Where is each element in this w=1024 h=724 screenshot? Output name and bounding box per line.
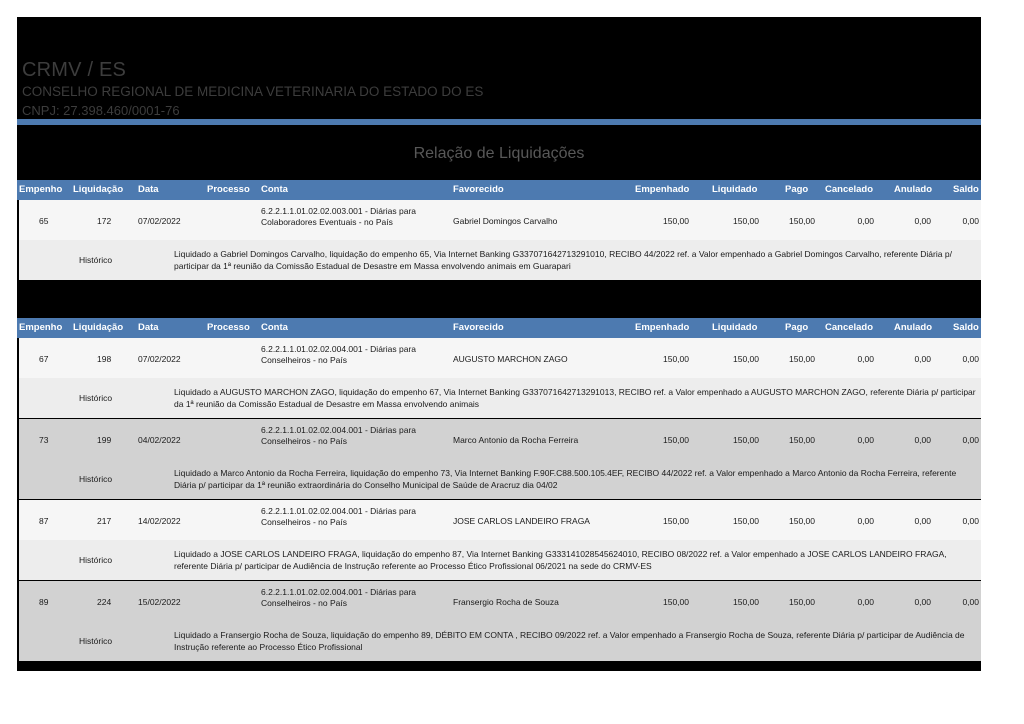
col-liquidado: Liquidado bbox=[712, 184, 758, 195]
cell-data: 15/02/2022 bbox=[138, 597, 181, 607]
cell-pago: 150,00 bbox=[789, 216, 815, 226]
cell-conta: 6.2.2.1.1.01.02.02.004.001 - Diárias para Conselheiros - no País bbox=[261, 587, 416, 608]
col-processo: Processo bbox=[207, 322, 250, 333]
cell-liquidacao: 172 bbox=[97, 216, 112, 226]
col-anulado: Anulado bbox=[894, 322, 932, 333]
col-saldo: Saldo bbox=[953, 184, 979, 195]
cell-empenho: 89 bbox=[39, 597, 49, 607]
cell-pago: 150,00 bbox=[789, 516, 815, 526]
col-cancelado: Cancelado bbox=[825, 184, 874, 195]
cell-empenhado: 150,00 bbox=[663, 516, 689, 526]
col-liquidacao: Liquidação bbox=[73, 322, 124, 333]
cell-pago: 150,00 bbox=[789, 435, 815, 445]
cell-saldo: 0,00 bbox=[962, 597, 979, 607]
cell-anulado: 0,00 bbox=[914, 516, 931, 526]
cell-data: 07/02/2022 bbox=[138, 354, 181, 364]
cell-empenho: 73 bbox=[39, 435, 49, 445]
cell-anulado: 0,00 bbox=[914, 216, 931, 226]
historico-text: Liquidado a AUGUSTO MARCHON ZAGO, liquidação do empenho 67, Via Internet Banking G337071642713291013, RECIBO ref. a Valor empenhado a AUGUSTO MARCHON ZAGO, referente Diária p/ participar da 1ª reunião da Comissão Estadual de Desastre em Massa envolvendo animais bbox=[174, 387, 976, 409]
historico-text: Liquidado a JOSE CARLOS LANDEIRO FRAGA, liquidação do empenho 87, Via Internet Banking G333141028545624010, RECIBO 08/2022 ref. a Valor empenhado a JOSE CARLOS LANDEIRO FRAGA, referente Diária p/ participar de Audiência de Instrução referente ao Processo Ético Profissional 06/2021 na sede do CRMV-ES bbox=[174, 549, 947, 571]
cell-pago: 150,00 bbox=[789, 354, 815, 364]
cell-liquidado: 150,00 bbox=[733, 516, 759, 526]
cell-empenho: 65 bbox=[39, 216, 49, 226]
cell-anulado: 0,00 bbox=[914, 354, 931, 364]
org-acronym: CRMV / ES bbox=[22, 59, 127, 81]
table-header bbox=[17, 318, 981, 338]
cell-liquidacao: 199 bbox=[97, 435, 112, 445]
col-liquidacao: Liquidação bbox=[73, 184, 124, 195]
historico-label: Histórico bbox=[79, 555, 113, 565]
table-row bbox=[19, 581, 981, 661]
historico-label: Histórico bbox=[79, 474, 113, 484]
cell-liquidado: 150,00 bbox=[733, 597, 759, 607]
table-row bbox=[19, 200, 981, 280]
col-pago: Pago bbox=[785, 322, 809, 333]
col-empenhado: Empenhado bbox=[635, 322, 690, 333]
cell-data: 14/02/2022 bbox=[138, 516, 181, 526]
col-conta: Conta bbox=[261, 184, 288, 195]
cell-empenhado: 150,00 bbox=[663, 597, 689, 607]
col-anulado: Anulado bbox=[894, 184, 932, 195]
cell-empenho: 67 bbox=[39, 354, 49, 364]
cell-empenhado: 150,00 bbox=[663, 354, 689, 364]
col-processo: Processo bbox=[207, 184, 250, 195]
cell-saldo: 0,00 bbox=[962, 435, 979, 445]
cell-favorecido: Gabriel Domingos Carvalho bbox=[453, 216, 558, 226]
cell-conta: 6.2.2.1.1.01.02.02.004.001 - Diárias para Conselheiros - no País bbox=[261, 425, 416, 446]
col-data: Data bbox=[138, 322, 159, 333]
cell-liquidacao: 224 bbox=[97, 597, 112, 607]
historico-text: Liquidado a Gabriel Domingos Carvalho, liquidação do empenho 65, Via Internet Banking G337071642713291010, RECIBO 44/2022 ref. a Valor empenhado a Gabriel Domingos Carvalho, referente Diária p/ participar da 1ª reunião da Comissão Estadual de Desastre em Massa envolvendo animais em Guarapari bbox=[174, 249, 952, 271]
col-conta: Conta bbox=[261, 322, 288, 333]
historico-text: Liquidado a Marco Antonio da Rocha Ferreira, liquidação do empenho 73, Via Internet Banking F.90F.C88.500.105.4EF, RECIBO 44/2022 ref. a Valor empenhado a Marco Antonio da Rocha Ferreira, referente Diária p/ participar da 1ª reunião extraordinária do Conselho Municipal de Saúde de Aracruz dia 04/02 bbox=[174, 468, 957, 490]
cell-conta: 6.2.2.1.1.01.02.02.004.001 - Diárias para Conselheiros - no País bbox=[261, 344, 416, 365]
org-full-name: CONSELHO REGIONAL DE MEDICINA VETERINARIA DO ESTADO DO ES bbox=[22, 84, 484, 99]
cell-pago: 150,00 bbox=[789, 597, 815, 607]
cell-cancelado: 0,00 bbox=[857, 516, 874, 526]
cell-anulado: 0,00 bbox=[914, 435, 931, 445]
col-liquidado: Liquidado bbox=[712, 322, 758, 333]
cell-liquidado: 150,00 bbox=[733, 216, 759, 226]
cell-liquidacao: 198 bbox=[97, 354, 112, 364]
cell-liquidado: 150,00 bbox=[733, 354, 759, 364]
col-favorecido: Favorecido bbox=[453, 322, 504, 333]
cell-empenhado: 150,00 bbox=[663, 435, 689, 445]
cell-cancelado: 0,00 bbox=[857, 435, 874, 445]
table-row bbox=[19, 500, 981, 580]
report-title: Relação de Liquidações bbox=[413, 145, 585, 162]
historico-label: Histórico bbox=[79, 255, 113, 265]
cell-empenho: 87 bbox=[39, 516, 49, 526]
historico-text: Liquidado a Fransergio Rocha de Souza, liquidação do empenho 89, DÉBITO EM CONTA , RECIBO 09/2022 ref. a Valor empenhado a Fransergio Rocha de Souza, referente Diária p/ participar de Audiência de Instrução referente ao Processo Ético Profissional bbox=[174, 630, 965, 652]
cell-anulado: 0,00 bbox=[914, 597, 931, 607]
historico-label: Histórico bbox=[79, 393, 113, 403]
cell-cancelado: 0,00 bbox=[857, 597, 874, 607]
table-row bbox=[19, 419, 981, 499]
col-empenho: Empenho bbox=[19, 322, 63, 333]
col-pago: Pago bbox=[785, 184, 809, 195]
cell-saldo: 0,00 bbox=[962, 354, 979, 364]
cell-data: 07/02/2022 bbox=[138, 216, 181, 226]
cell-favorecido: Fransergio Rocha de Souza bbox=[453, 597, 559, 607]
cell-favorecido: AUGUSTO MARCHON ZAGO bbox=[453, 354, 568, 364]
cell-liquidacao: 217 bbox=[97, 516, 112, 526]
cell-cancelado: 0,00 bbox=[857, 354, 874, 364]
col-cancelado: Cancelado bbox=[825, 322, 874, 333]
cell-conta: 6.2.2.1.1.01.02.02.004.001 - Diárias para Conselheiros - no País bbox=[261, 506, 416, 527]
cell-favorecido: JOSE CARLOS LANDEIRO FRAGA bbox=[453, 516, 590, 526]
col-saldo: Saldo bbox=[953, 322, 979, 333]
header-divider bbox=[17, 119, 981, 125]
col-data: Data bbox=[138, 184, 159, 195]
cell-favorecido: Marco Antonio da Rocha Ferreira bbox=[453, 435, 579, 445]
col-empenho: Empenho bbox=[19, 184, 63, 195]
report-page bbox=[17, 17, 981, 671]
cell-conta: 6.2.2.1.1.01.02.02.003.001 - Diárias para Colaboradores Eventuais - no País bbox=[261, 206, 416, 227]
cell-liquidado: 150,00 bbox=[733, 435, 759, 445]
cell-empenhado: 150,00 bbox=[663, 216, 689, 226]
col-favorecido: Favorecido bbox=[453, 184, 504, 195]
historico-label: Histórico bbox=[79, 636, 113, 646]
table-header bbox=[17, 180, 981, 200]
cell-saldo: 0,00 bbox=[962, 516, 979, 526]
cell-saldo: 0,00 bbox=[962, 216, 979, 226]
cell-cancelado: 0,00 bbox=[857, 216, 874, 226]
col-empenhado: Empenhado bbox=[635, 184, 690, 195]
cell-data: 04/02/2022 bbox=[138, 435, 181, 445]
org-cnpj: CNPJ: 27.398.460/0001-76 bbox=[22, 103, 180, 118]
table-row bbox=[19, 338, 981, 418]
